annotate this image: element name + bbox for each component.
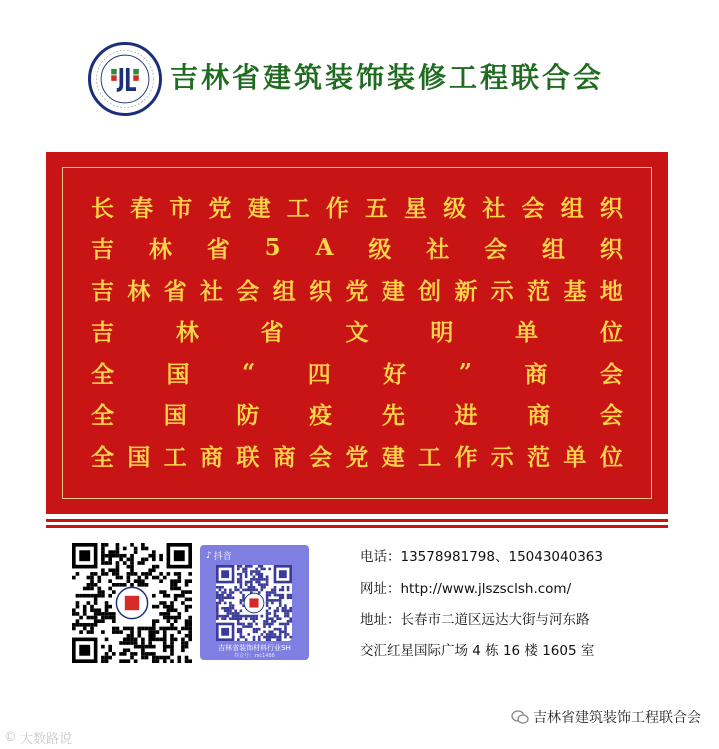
- honor-char: 建: [381, 277, 405, 305]
- honor-char: 位: [599, 319, 623, 346]
- wechat-qr-code: [72, 543, 192, 663]
- honor-char: 进: [454, 402, 478, 429]
- honor-char: 吉: [91, 319, 114, 346]
- honor-line: [91, 352, 623, 392]
- wechat-account-tag: [511, 707, 701, 727]
- honor-char: 级: [443, 194, 467, 222]
- honor-line: [91, 269, 623, 309]
- honor-line: [91, 311, 623, 351]
- contact-address-line1: 地址：长春市二道区远达大街与河东路: [360, 612, 590, 628]
- honor-char: 联: [236, 443, 260, 471]
- douyin-header: [206, 549, 232, 562]
- honor-char: 疫: [309, 402, 333, 429]
- honor-char: 会: [309, 443, 333, 471]
- honor-char: 市: [169, 194, 193, 222]
- honor-char: 先: [381, 402, 405, 429]
- honor-char: 5: [264, 234, 281, 261]
- honor-char: 会: [521, 194, 545, 222]
- honor-line: [91, 186, 623, 226]
- honor-char: 党: [208, 194, 232, 222]
- honor-char: 国: [163, 402, 187, 429]
- honor-line: [91, 394, 623, 434]
- divider-stripe: [46, 519, 668, 522]
- honor-char: 会: [484, 236, 508, 263]
- honor-char: 创: [418, 277, 442, 305]
- honor-char: 示: [490, 277, 514, 305]
- honor-char: 商: [527, 402, 551, 429]
- wechat-icon: [511, 709, 529, 725]
- honor-char: 林: [148, 236, 172, 263]
- organization-title: 吉林省建筑装饰装修工程联合会: [170, 61, 605, 94]
- honor-char: 组: [542, 236, 565, 263]
- honor-char: 新: [454, 277, 478, 305]
- honor-char: 全: [91, 360, 114, 388]
- honor-char: ”: [458, 358, 472, 386]
- divider-stripe: [46, 525, 668, 528]
- honors-panel: [46, 152, 668, 514]
- association-logo: [88, 42, 162, 116]
- honor-char: 建: [381, 443, 405, 471]
- honor-char: 织: [599, 194, 623, 222]
- contact-phone: 电话：13578981798、15043040363: [360, 549, 603, 565]
- honor-char: 星: [404, 194, 428, 222]
- honor-char: 地: [599, 277, 623, 305]
- honor-char: 好: [383, 360, 407, 388]
- header: [88, 42, 648, 116]
- honor-char: 林: [175, 319, 199, 346]
- honor-char: 织: [309, 277, 333, 305]
- honor-char: 范: [527, 277, 551, 305]
- honor-char: 组: [272, 277, 296, 305]
- douyin-account: 抖音号：zsc1488: [234, 653, 275, 659]
- honor-char: 工: [163, 443, 187, 471]
- honor-char: 作: [325, 194, 349, 222]
- honor-char: 吉: [91, 236, 114, 263]
- honor-char: 长: [91, 194, 114, 222]
- honors-frame: [62, 167, 652, 499]
- honor-char: 五: [364, 194, 388, 222]
- honor-char: 组: [560, 194, 584, 222]
- honor-char: 全: [91, 443, 114, 471]
- honor-char: 国: [127, 443, 151, 471]
- honor-char: 全: [91, 402, 114, 429]
- douyin-caption: 吉林省装饰材料行业SH: [218, 644, 291, 652]
- contact-website: 网址：http://www.jlszsclsh.com/: [360, 581, 572, 597]
- honor-char: 吉: [91, 277, 114, 305]
- honor-char: 位: [599, 443, 623, 471]
- honor-char: 社: [426, 236, 450, 263]
- honor-char: 示: [490, 443, 514, 471]
- honor-char: 工: [286, 194, 310, 222]
- honor-char: 织: [599, 236, 623, 263]
- honor-char: 工: [418, 443, 442, 471]
- honor-char: 党: [345, 277, 369, 305]
- contact-address-line2: 交汇红星国际广场 4 栋 16 楼 1605 室: [360, 643, 595, 659]
- honor-char: 会: [599, 360, 623, 388]
- honor-char: 建: [247, 194, 271, 222]
- honor-char: 省: [206, 236, 230, 263]
- honor-char: 级: [368, 236, 392, 263]
- watermark-text: 大数路说: [20, 732, 73, 747]
- honor-char: 作: [454, 443, 478, 471]
- honor-char: 国: [166, 360, 190, 388]
- honor-char: 基: [563, 277, 587, 305]
- honor-char: 商: [272, 443, 296, 471]
- honor-char: 林: [127, 277, 151, 305]
- honor-char: 商: [524, 360, 548, 388]
- honor-char: 防: [236, 402, 260, 429]
- wechat-account-name: 吉林省建筑装饰工程联合会: [533, 710, 701, 726]
- honor-char: 四: [307, 360, 331, 388]
- watermark: [4, 728, 72, 747]
- honor-char: 社: [482, 194, 506, 222]
- watermark-icon: ©: [4, 730, 17, 745]
- honor-char: 春: [130, 194, 154, 222]
- honor-char: 社: [200, 277, 224, 305]
- honor-char: A: [315, 234, 334, 261]
- honor-char: 单: [515, 319, 539, 346]
- honor-char: 范: [527, 443, 551, 471]
- honor-char: 明: [430, 319, 454, 346]
- honor-char: “: [242, 358, 256, 386]
- douyin-qr-card: [200, 545, 309, 660]
- honor-char: 文: [345, 319, 369, 346]
- honor-char: 单: [563, 443, 587, 471]
- douyin-icon: ♪: [206, 550, 212, 561]
- honor-line: [91, 228, 623, 268]
- douyin-qr-code: [216, 565, 292, 641]
- honor-char: 省: [260, 319, 284, 346]
- honor-char: 商: [200, 443, 224, 471]
- honor-line: [91, 435, 623, 475]
- honor-char: 省: [163, 277, 187, 305]
- honor-char: 会: [599, 402, 623, 429]
- honor-char: 党: [345, 443, 369, 471]
- douyin-app-label: 抖音: [213, 552, 232, 562]
- honor-char: 会: [236, 277, 260, 305]
